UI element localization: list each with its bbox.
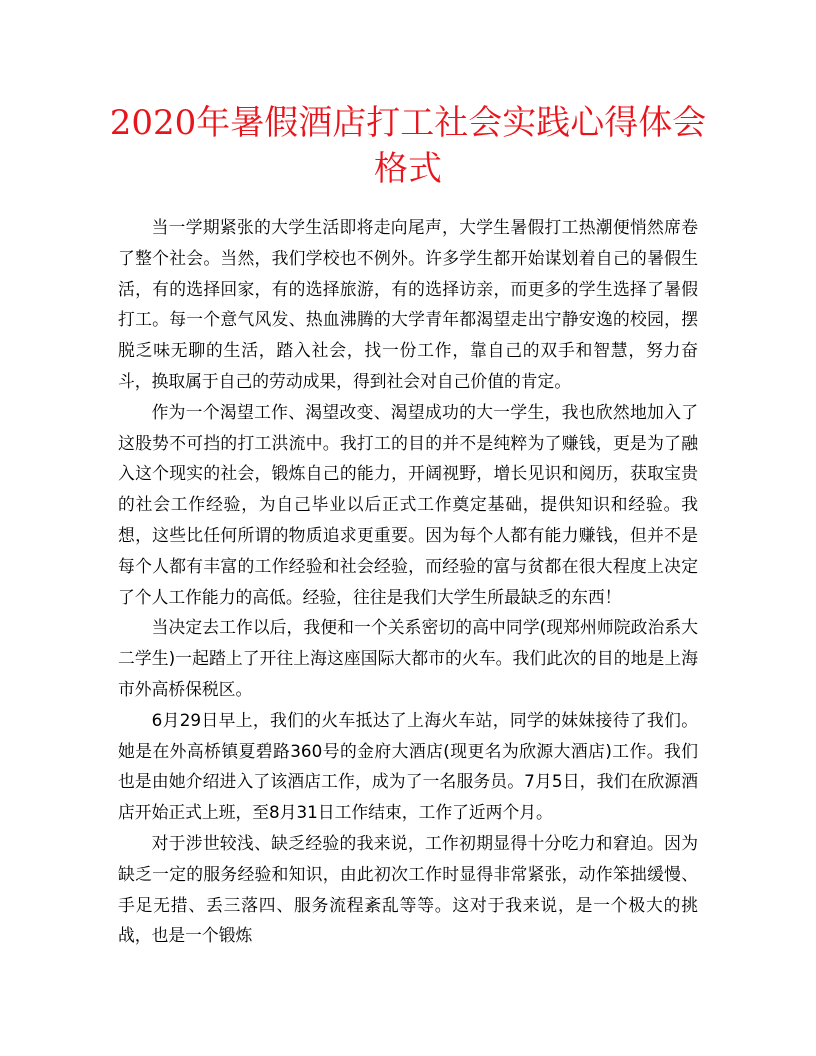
- paragraph: 6月29日早上，我们的火车抵达了上海火车站，同学的妹妹接待了我们。她是在外高桥镇夏碧路360号的金府大酒店(现更名为欣源大酒店)工作。我们也是由她介绍进入了该酒店工作，成为了一名服务员。7月5日，我们在欣源酒店开始正式上班，至8月31日工作结束，工作了近两个月。: [118, 709, 698, 823]
- paragraph: 当一学期紧张的大学生活即将走向尾声，大学生暑假打工热潮便悄然席卷了整个社会。当然，我们学校也不例外。许多学生都开始谋划着自己的暑假生活，有的选择回家，有的选择旅游，有的选择访亲，而更多的学生选择了暑假打工。每一个意气风发、热血沸腾的大学青年都渴望走出宁静安逸的校园，摆脱乏味无聊的生活，踏入社会，找一份工作，靠自己的双手和智慧，努力奋斗，换取属于自己的劳动成果，得到社会对自己价值的肯定。: [118, 217, 698, 391]
- document-body: [118, 212, 698, 951]
- document-title: 2020年暑假酒店打工社会实践心得体会格式: [109, 103, 707, 189]
- paragraph: 作为一个渴望工作、渴望改变、渴望成功的大一学生，我也欣然地加入了这股势不可挡的打工洪流中。我打工的目的并不是纯粹为了赚钱，更是为了融入这个现实的社会，锻炼自己的能力，开阔视野，增长见识和阅历，获取宝贵的社会工作经验，为自己毕业以后正式工作奠定基础，提供知识和经验。我想，这些比任何所谓的物质追求更重要。因为每个人都有能力赚钱，但并不是每个人都有丰富的工作经验和社会经验，而经验的富与贫都在很大程度上决定了个人工作能力的高低。经验，往往是我们大学生所最缺乏的东西！: [118, 401, 698, 607]
- paragraph: 对于涉世较浅、缺乏经验的我来说，工作初期显得十分吃力和窘迫。因为缺乏一定的服务经验和知识，由此初次工作时显得非常紧张，动作笨拙缓慢、手足无措、丢三落四、服务流程紊乱等等。这对于我来说，是一个极大的挑战，也是一个锻炼: [118, 832, 698, 946]
- paragraph: 当决定去工作以后，我便和一个关系密切的高中同学(现郑州师院政治系大二学生)一起踏上了开往上海这座国际大都市的火车。我们此次的目的地是上海市外高桥保税区。: [118, 617, 698, 699]
